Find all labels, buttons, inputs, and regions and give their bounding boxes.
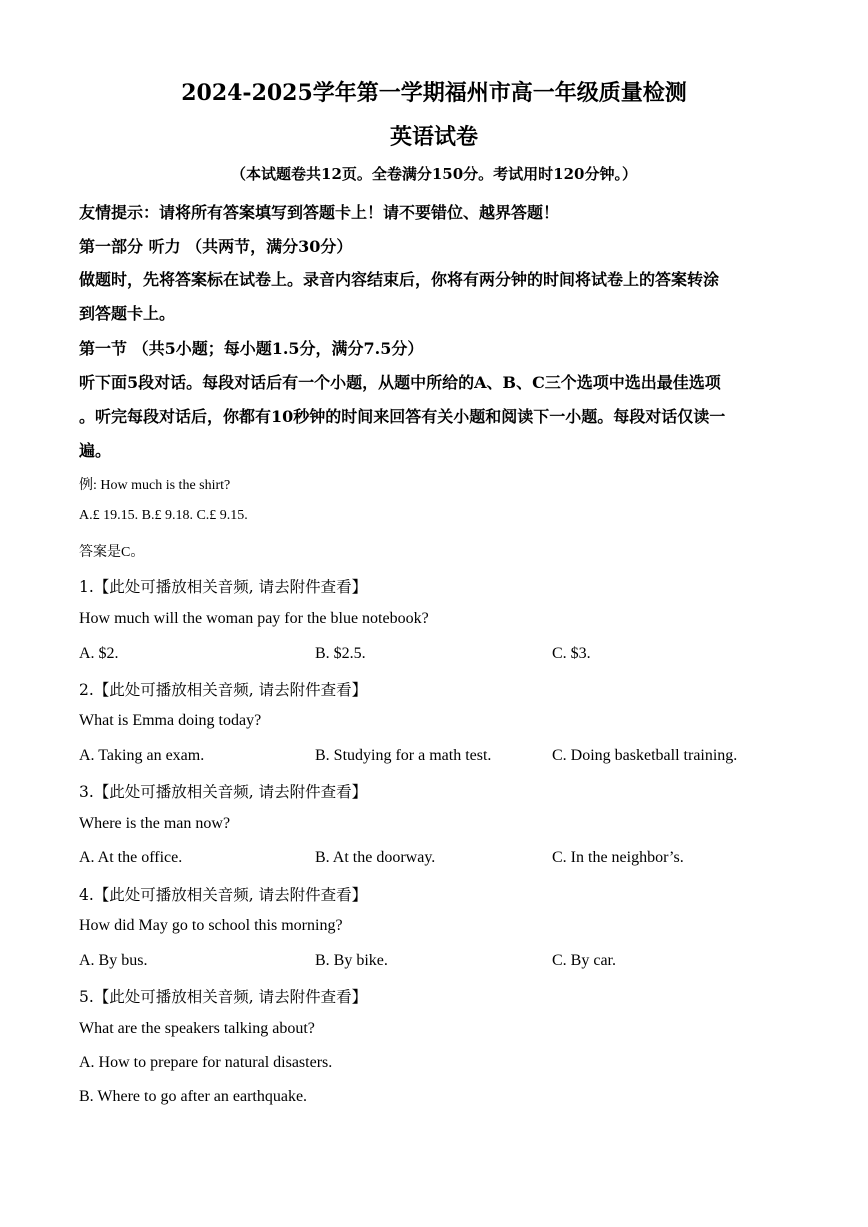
question-2-option-a: A. Taking an exam.: [79, 747, 205, 764]
exam-info: （本试题卷共12页。全卷满分150分。考试用时120分钟。）: [231, 165, 637, 183]
question-3-option-b: B. At the doorway.: [315, 849, 436, 866]
question-4-option-a: A. By bus.: [79, 952, 148, 969]
question-5-option-b: B. Where to go after an earthquake.: [79, 1088, 308, 1105]
example-answer: 答案是C。: [79, 545, 145, 560]
question-2-option-b: B. Studying for a math test.: [315, 747, 492, 764]
question-4-audio[interactable]: 4.【此处可播放相关音频, 请去附件查看】: [79, 886, 368, 904]
part1-instruction-line1: 做题时，先将答案标在试卷上。录音内容结束后，你将有两分钟的时间将试卷上的答案转涂: [79, 270, 720, 289]
question-1-text: How much will the woman pay for the blue notebook?: [79, 610, 429, 627]
exam-title: 2024-2025学年第一学期福州市高一年级质量检测: [181, 80, 687, 106]
section1-instruction-line2: 。听完每段对话后，你都有10秒钟的时间来回答有关小题和阅读下一小题。每段对话仅读一: [79, 407, 726, 426]
question-1-option-c: C. $3.: [552, 645, 591, 662]
question-1-option-b: B. $2.5.: [315, 645, 366, 662]
question-3-option-c: C. In the neighbor’s.: [552, 849, 684, 866]
question-5-audio[interactable]: 5.【此处可播放相关音频, 请去附件查看】: [79, 988, 368, 1006]
question-3-text: Where is the man now?: [79, 815, 231, 832]
question-3-option-a: A. At the office.: [79, 849, 183, 866]
question-1-audio[interactable]: 1.【此处可播放相关音频, 请去附件查看】: [79, 578, 368, 596]
example-question: 例: How much is the shirt?: [79, 478, 231, 493]
question-1-option-a: A. $2.: [79, 645, 119, 662]
question-2-text: What is Emma doing today?: [79, 712, 262, 729]
section1-instruction-line1: 听下面5段对话。每段对话后有一个小题，从题中所给的A、B、C三个选项中选出最佳选项: [79, 373, 721, 392]
section1-heading: 第一节 （共5小题；每小题1.5分，满分7.5分）: [79, 339, 424, 358]
question-3-audio[interactable]: 3.【此处可播放相关音频, 请去附件查看】: [79, 783, 368, 801]
part1-heading: 第一部分 听力 （共两节，满分30分）: [79, 237, 353, 256]
question-5-option-a: A. How to prepare for natural disasters.: [79, 1054, 333, 1071]
question-5-text: What are the speakers talking about?: [79, 1020, 315, 1037]
part1-instruction-line2: 到答题卡上。: [79, 304, 176, 323]
question-2-audio[interactable]: 2.【此处可播放相关音频, 请去附件查看】: [79, 681, 368, 699]
question-4-option-c: C. By car.: [552, 952, 616, 969]
question-2-option-c: C. Doing basketball training.: [552, 747, 738, 764]
exam-subtitle: 英语试卷: [389, 124, 478, 150]
question-4-option-b: B. By bike.: [315, 952, 388, 969]
question-4-text: How did May go to school this morning?: [79, 917, 343, 934]
section1-instruction-line3: 遍。: [79, 441, 112, 460]
notice: 友情提示：请将所有答案填写到答题卡上！请不要错位、越界答题！: [79, 203, 560, 222]
example-options: A.£ 19.15. B.£ 9.18. C.£ 9.15.: [79, 508, 248, 523]
